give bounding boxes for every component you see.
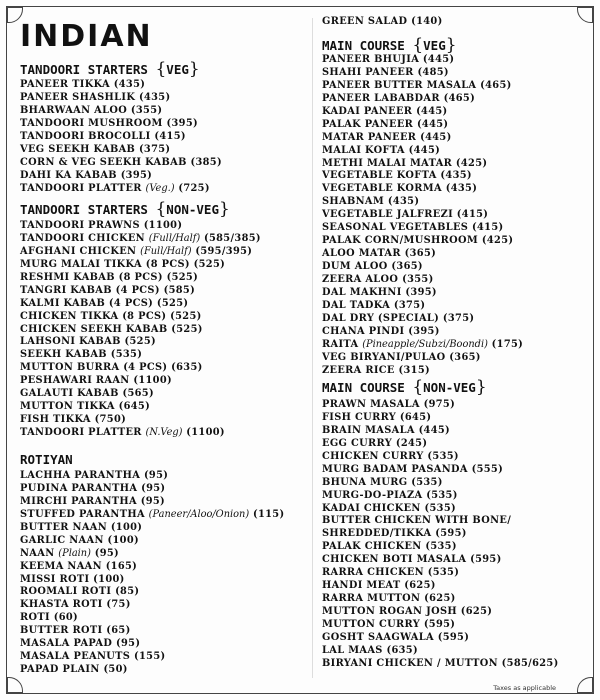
menu-item [20,349,261,362]
menu-item-name: TANDOORI PLATTER [20,427,142,438]
menu-item-name: CHICKEN SEEKH KABAB [20,323,168,335]
menu-item-name: BIRYANI CHICKEN / MUTTON [322,657,498,669]
menu-item-price: (140) [411,16,443,27]
menu-item [322,515,559,528]
menu-item [20,414,261,427]
menu-item-name: TANDOORI PRAWNS [20,220,140,231]
menu-item [322,451,559,464]
menu-item-price: (435) [445,183,478,195]
menu-item-name: EGG CURRY [322,437,393,449]
menu-item [322,158,523,171]
item-list [20,79,222,195]
menu-item [20,561,284,574]
menu-item-name: SHAHI PANEER [322,66,414,78]
menu-item-price: (525) [166,271,199,283]
menu-item [20,401,261,414]
menu-item-price: (355) [402,273,434,285]
menu-item [20,522,284,535]
menu-item-name: KEEMA NAAN [20,560,102,572]
menu-item-name: PANEER BHUJIA [322,54,420,65]
menu-item-price: (385) [190,156,222,168]
menu-item-price: (595) [437,631,470,643]
frame-corner-ornament [7,677,23,693]
menu-item-price: (585/385) [203,232,261,244]
menu-item-name: RARRA MUTTON [322,593,421,605]
menu-item-price: (375) [138,143,171,155]
menu-item [20,131,222,144]
menu-item-name: VEG BIRYANI/PULAO [322,351,446,363]
menu-item-name: MASALA PAPAD [20,638,113,650]
menu-item-name: PRAWN MASALA [322,399,420,410]
menu-item-price: (595) [423,618,456,630]
menu-item-name: PANEER SHASHLIK [20,91,136,103]
section-heading-tandoori-veg: TANDOORI STARTERS {VEG} [20,59,200,79]
menu-item [20,625,284,638]
menu-item-price: (525) [170,310,202,322]
frame-corner-ornament [577,7,593,23]
menu-item-note: (Full/Half) [148,232,201,244]
menu-item [322,274,523,287]
menu-item-name: BUTTER ROTI [20,625,103,637]
menu-item-name: SEEKH KABAB [20,349,107,361]
menu-item-price: (100) [107,534,140,546]
menu-item-price: (1100) [133,375,172,387]
menu-item-name: TANGRI KABAB (4 PCS) [20,284,160,296]
menu-item [20,638,284,651]
menu-item-price: (365) [391,261,423,272]
menu-item-name: PALAK PANEER [322,118,414,130]
menu-item-price: (395) [405,286,437,298]
menu-item [322,412,559,425]
menu-item-price: (535) [426,489,458,501]
menu-item-price: (445) [418,424,451,436]
menu-item [322,645,559,658]
menu-item [322,632,559,645]
menu-item-price: (100) [93,573,125,585]
menu-item-name: LAL MAAS [322,644,383,656]
menu-item [20,246,261,259]
menu-item-name: BRAIN MASALA [322,424,415,436]
menu-item-name: DAL MAKHNI [322,286,402,298]
menu-item-price: (365) [404,248,437,260]
menu-item [20,470,284,483]
menu-item-price: (395) [120,169,153,181]
menu-item [322,580,559,593]
menu-item-name: VEGETABLE JALFREZI [322,209,454,221]
menu-item [20,574,284,587]
menu-item-name: MURG BADAM PASANDA [322,463,468,475]
menu-item [20,144,222,157]
menu-item-price: (725) [178,182,210,194]
menu-item [20,233,261,246]
menu-item [20,388,261,401]
menu-item-name: TANDOORI BROCOLLI [20,130,151,142]
menu-item-name: PUDINA PARANTHA [20,482,138,494]
item-list [322,16,443,29]
item-list [322,54,523,377]
section-heading-rotiyan: ROTIYAN [20,452,73,467]
menu-item-price: (525) [124,336,156,348]
menu-item-note: (Plain) [58,547,91,559]
menu-item-name: VEGETABLE KORMA [322,183,442,195]
menu-item-name: CHICKEN CURRY [322,450,424,462]
menu-item-price: (535) [427,567,460,579]
menu-item-price: (355) [130,104,163,116]
menu-item-price: (415) [456,209,489,221]
menu-item [20,92,222,105]
menu-item-name: PANEER TIKKA [20,79,111,90]
menu-item-price: (595) [435,528,467,540]
menu-item-name: VEG SEEKH KABAB [20,143,136,155]
menu-item-name: DAL TADKA [322,299,391,311]
menu-item-price: (485) [417,66,449,78]
menu-item-price: (50) [103,664,128,676]
menu-item [20,612,284,625]
menu-item-price: (645) [118,401,151,413]
menu-item-name: CHANA PINDI [322,325,405,337]
menu-item [322,399,559,412]
menu-item-name: PALAK CORN/MUSHROOM [322,235,479,247]
menu-item-price: (555) [471,463,504,475]
menu-item [322,541,559,554]
menu-item [20,375,261,388]
menu-item [20,336,261,349]
menu-item-price: (165) [105,560,138,572]
menu-item [20,548,284,561]
menu-item [322,145,523,158]
menu-item-price: (465) [443,92,476,104]
menu-item [322,606,559,619]
menu-item [322,209,523,222]
menu-item [322,183,523,196]
menu-item-name: TANDOORI PLATTER [20,182,142,194]
menu-item-price: (585/625) [501,657,559,669]
menu-item [322,425,559,438]
menu-item [322,528,559,541]
menu-item [20,183,222,196]
menu-item-price: (95) [143,470,169,481]
menu-item-price: (525) [193,258,226,270]
menu-item [20,496,284,509]
menu-item-price: (395) [166,117,198,129]
menu-item [322,438,559,451]
menu-item-name: NAAN [20,547,55,559]
menu-item-price: (595/395) [195,245,253,257]
menu-item [20,285,261,298]
menu-item-price: (445) [416,105,448,117]
menu-item-price: (445) [416,118,449,130]
menu-item [322,365,523,378]
menu-item-name: RARRA CHICKEN [322,567,424,579]
menu-item-price: (435) [440,170,472,182]
menu-item-price: (445) [420,131,452,143]
menu-item-price: (465) [480,79,512,91]
menu-item [322,16,443,29]
menu-item-name: PANEER BUTTER MASALA [322,79,477,91]
menu-item-price: (535) [425,541,457,553]
menu-item-price: (435) [113,79,146,90]
menu-item [20,170,222,183]
menu-item-name: SHABNAM [322,196,385,208]
menu-item-price: (525) [156,297,189,309]
menu-item [322,300,523,313]
menu-item-price: (245) [395,437,428,449]
menu-item-name: KADAI PANEER [322,105,413,117]
menu-item [322,67,523,80]
menu-item-price: (625) [424,593,456,605]
menu-item-price: (535) [424,502,456,514]
menu-item-price: (375) [442,312,475,324]
tax-footnote: Taxes as applicable [493,684,556,692]
menu-item [322,477,559,490]
menu-item-name: GOSHT SAAGWALA [322,631,434,643]
menu-item-name: CORN & VEG SEEKH KABAB [20,156,187,168]
menu-item [322,170,523,183]
menu-item-name: STUFFED PARANTHA [20,508,145,520]
menu-item [20,105,222,118]
menu-item-name: MUTTON TIKKA [20,401,115,413]
menu-item-price: (95) [116,638,141,650]
menu-item-price: (95) [94,547,120,559]
menu-item [322,554,559,567]
menu-item-price: (625) [460,606,493,617]
menu-item-name: METHI MALAI MATAR [322,157,453,169]
menu-item-price: (155) [134,651,166,663]
item-list [20,220,261,440]
menu-item-price: (535) [411,476,443,488]
menu-item-price: (535) [427,450,459,462]
menu-item-price: (415) [472,222,504,234]
menu-item-name: MUTTON ROGAN JOSH [322,606,457,617]
menu-item-price: (395) [408,325,440,337]
menu-item-name: MUTTON BURRA (4 PCS) [20,362,168,374]
menu-item [322,503,559,516]
menu-item-price: (65) [106,625,131,637]
menu-item-price: (595) [470,554,502,566]
menu-item-name: FISH CURRY [322,411,397,423]
menu-item [322,490,559,503]
menu-item [20,651,284,664]
menu-item-name: KALMI KABAB (4 PCS) [20,297,154,309]
menu-item-name: ALOO MATAR [322,248,401,260]
menu-item [322,464,559,477]
menu-item-name: BHUNA MURG [322,476,408,488]
menu-item-name: MIRCHI PARANTHA [20,495,137,507]
menu-item [322,106,523,119]
menu-item-name: MISSI ROTI [20,573,90,585]
section-heading-main-nonveg: MAIN COURSE {NON-VEG} [322,377,487,397]
menu-item-name: AFGHANI CHICKEN [20,245,137,257]
menu-item-name: GALAUTI KABAB [20,388,119,400]
section-heading-tandoori-nonveg: TANDOORI STARTERS {NON-VEG} [20,199,230,219]
menu-item-price: (1100) [186,427,225,438]
menu-item-name: TANDOORI MUSHROOM [20,117,163,129]
menu-item-name: BUTTER NAAN [20,521,108,533]
menu-item [322,339,523,352]
menu-item-name: MUTTON CURRY [322,618,421,630]
menu-item-note: (Pineapple/Subzi/Boondi) [362,338,488,350]
menu-item-name: FISH TIKKA [20,414,91,426]
menu-item [20,259,261,272]
menu-item-price: (645) [399,411,432,423]
menu-item [20,157,222,170]
menu-item-name: LACHHA PARANTHA [20,470,141,481]
menu-item [20,664,284,677]
menu-title: INDIAN [20,19,153,54]
menu-item-name: HANDI MEAT [322,580,401,592]
menu-item-price: (445) [408,144,441,156]
menu-item-price: (975) [423,399,456,410]
menu-item-name: MATAR PANEER [322,131,417,143]
menu-item [322,235,523,248]
menu-item [322,619,559,632]
menu-item [322,54,523,67]
menu-item [322,196,523,209]
menu-item-price: (375) [393,299,426,311]
item-list [20,470,284,677]
menu-item-name: LAHSONI KABAB [20,336,121,348]
menu-item-name: MASALA PEANUTS [20,651,131,663]
menu-item [322,326,523,339]
menu-item-price: (415) [154,130,186,142]
menu-item-name: BHARWAAN ALOO [20,104,128,116]
menu-item-name: DAHI KA KABAB [20,169,117,181]
menu-item [322,287,523,300]
menu-item-name: KADAI CHICKEN [322,502,421,514]
menu-item [322,80,523,93]
menu-item [20,79,222,92]
menu-item [20,427,261,440]
menu-item-price: (535) [110,349,143,361]
menu-item-note: (Full/Half) [140,245,192,257]
menu-item-price: (625) [404,580,436,592]
menu-item-note: (N.Veg) [145,427,183,438]
menu-item [20,509,284,522]
menu-item [20,586,284,599]
menu-item-name: TANDOORI CHICKEN [20,232,145,244]
menu-item-price: (525) [171,323,203,335]
menu-item-name: MALAI KOFTA [322,144,405,156]
menu-item [322,119,523,132]
menu-item [20,311,261,324]
menu-item-price: (95) [140,495,166,507]
menu-item [20,324,261,337]
menu-item [20,272,261,285]
menu-item-name: ZEERA RICE [322,364,395,376]
menu-item-price: (445) [422,54,455,65]
menu-item-name: ROTI [20,612,50,624]
frame-corner-ornament [577,677,593,693]
menu-item [20,535,284,548]
menu-item-name: DAL DRY (SPECIAL) [322,312,440,324]
menu-item-price: (115) [252,508,285,520]
menu-item-price: (95) [141,482,166,494]
menu-item [322,132,523,145]
menu-item-name: RESHMI KABAB (8 PCS) [20,271,163,283]
menu-item [20,599,284,612]
item-list [322,399,559,671]
menu-item [322,261,523,274]
menu-item-name: PALAK CHICKEN [322,541,422,553]
menu-item-name: MURG MALAI TIKKA (8 PCS) [20,258,190,270]
menu-item [322,222,523,235]
menu-item-name: BUTTER CHICKEN WITH BONE/ [322,515,512,527]
menu-item-price: (435) [138,91,171,103]
menu-item-price: (60) [53,612,79,624]
menu-item-name: GARLIC NAAN [20,534,104,546]
menu-item-price: (750) [94,414,127,426]
menu-item-name: CHICKEN BOTI MASALA [322,554,467,566]
menu-item-price: (315) [398,364,430,376]
menu-item-name: SHREDDED/TIKKA [322,528,432,540]
menu-item-name: CHICKEN TIKKA (8 PCS) [20,310,167,322]
menu-item-price: (435) [387,196,420,208]
menu-item-name: ZEERA ALOO [322,273,399,285]
menu-item [322,593,559,606]
menu-item [322,567,559,580]
menu-item-note: (Veg.) [145,182,175,194]
menu-item-note: (Paneer/Aloo/Onion) [148,508,250,520]
menu-item-price: (425) [455,157,488,169]
menu-item-price: (100) [110,521,143,533]
menu-item [322,93,523,106]
menu-item-name: PANEER LABABDAR [322,92,440,104]
menu-item-price: (425) [481,235,514,247]
menu-item-price: (635) [171,362,203,374]
menu-item-name: SEASONAL VEGETABLES [322,222,469,234]
menu-item [20,362,261,375]
menu-item-price: (175) [491,338,524,350]
menu-item-name: VEGETABLE KOFTA [322,170,437,182]
menu-item-name: DUM ALOO [322,261,388,272]
menu-item-price: (585) [163,284,196,296]
menu-item-price: (85) [115,586,140,598]
menu-item [322,313,523,326]
menu-item [20,220,261,233]
menu-item-price: (1100) [143,220,183,231]
menu-item-price: (635) [386,644,418,656]
menu-item-name: ROOMALI ROTI [20,586,112,598]
menu-item [322,248,523,261]
menu-item-name: KHASTA ROTI [20,599,103,611]
section-heading-main-veg: MAIN COURSE {VEG} [322,35,457,55]
menu-item-name: GREEN SALAD [322,16,408,27]
menu-item [20,118,222,131]
menu-item-name: RAITA [322,338,359,350]
menu-item-price: (565) [122,388,154,400]
column-divider [312,18,313,678]
menu-item-price: (365) [449,351,481,363]
menu-item-price: (75) [106,599,131,611]
menu-item-name: PAPAD PLAIN [20,664,100,676]
menu-item [20,483,284,496]
menu-item-name: MURG-DO-PIAZA [322,489,423,501]
menu-item [20,298,261,311]
menu-item [322,658,559,671]
menu-item-name: PESHAWARI RAAN [20,375,130,387]
menu-item [322,352,523,365]
